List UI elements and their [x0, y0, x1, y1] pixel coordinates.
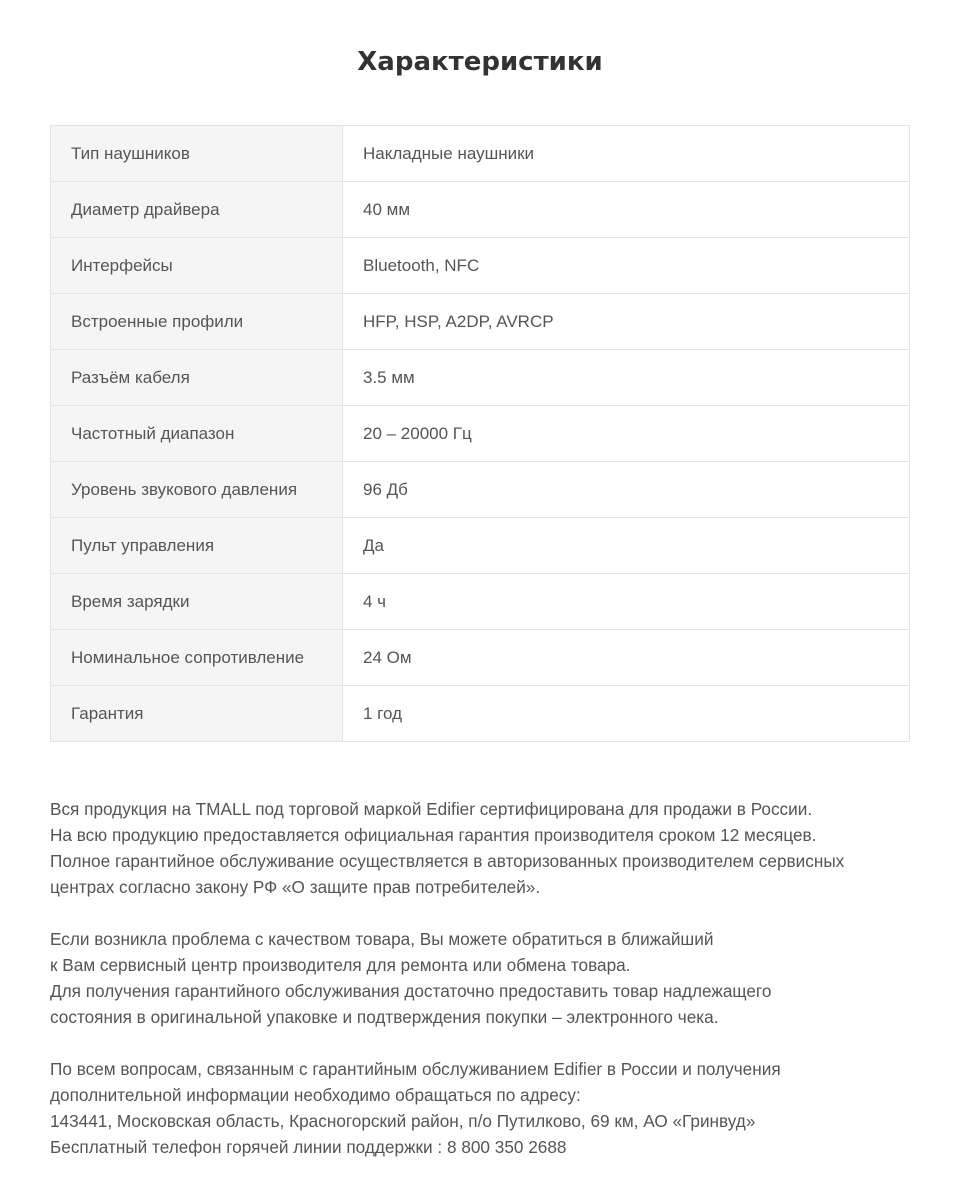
- spec-row: [51, 630, 910, 686]
- spec-label: Диаметр драйвера: [51, 182, 343, 238]
- spec-label: Интерфейсы: [51, 238, 343, 294]
- hotline-phone: Бесплатный телефон горячей линии поддержки : 8 800 350 2688: [50, 1137, 567, 1157]
- notes-line: Если возникла проблема с качеством товара, Вы можете обратиться в ближайший: [50, 929, 714, 949]
- spec-row: [51, 238, 910, 294]
- spec-value: 96 Дб: [343, 462, 910, 518]
- spec-label: Тип наушников: [51, 126, 343, 182]
- spec-value: Да: [343, 518, 910, 574]
- page-title: Характеристики: [357, 47, 603, 77]
- spec-label: Номинальное сопротивление: [51, 630, 343, 686]
- spec-value: HFP, HSP, A2DP, AVRCP: [343, 294, 910, 350]
- spec-value: 24 Ом: [343, 630, 910, 686]
- spec-label: Разъём кабеля: [51, 350, 343, 406]
- notes-line: к Вам сервисный центр производителя для ремонта или обмена товара.: [50, 955, 631, 975]
- spec-value: Накладные наушники: [343, 126, 910, 182]
- notes-line: Для получения гарантийного обслуживания достаточно предоставить товар надлежащего: [50, 981, 772, 1001]
- notes-line: Вся продукция на TMALL под торговой маркой Edifier сертифицирована для продажи в России.: [50, 799, 813, 819]
- notes-line: дополнительной информации необходимо обращаться по адресу:: [50, 1085, 581, 1105]
- spec-value: 40 мм: [343, 182, 910, 238]
- spec-row: [51, 462, 910, 518]
- spec-value: 4 ч: [343, 574, 910, 630]
- spec-label: Пульт управления: [51, 518, 343, 574]
- spec-label: Частотный диапазон: [51, 406, 343, 462]
- spec-value: 1 год: [343, 686, 910, 742]
- spec-label: Гарантия: [51, 686, 343, 742]
- notes-line: По всем вопросам, связанным с гарантийным обслуживанием Edifier в России и получения: [50, 1059, 781, 1079]
- address-line: 143441, Московская область, Красногорский район, п/о Путилково, 69 км, АО «Гринвуд»: [50, 1111, 756, 1131]
- spec-row: [51, 686, 910, 742]
- contact-paragraph: [50, 1056, 930, 1160]
- service-paragraph: [50, 926, 930, 1030]
- spec-row: [51, 574, 910, 630]
- spec-label: Время зарядки: [51, 574, 343, 630]
- warranty-notes: [50, 796, 930, 1160]
- notes-line: состояния в оригинальной упаковке и подтверждения покупки – электронного чека.: [50, 1007, 719, 1027]
- spec-value: Bluetooth, NFC: [343, 238, 910, 294]
- specifications-table: [50, 125, 910, 742]
- spec-value: 3.5 мм: [343, 350, 910, 406]
- notes-line: Полное гарантийное обслуживание осуществляется в авторизованных производителем сервисных: [50, 851, 845, 871]
- spec-label: Уровень звукового давления: [51, 462, 343, 518]
- spec-value: 20 – 20000 Гц: [343, 406, 910, 462]
- spec-row: [51, 406, 910, 462]
- spec-row: [51, 518, 910, 574]
- spec-row: [51, 350, 910, 406]
- spec-row: [51, 294, 910, 350]
- certification-paragraph: [50, 796, 930, 900]
- spec-label: Встроенные профили: [51, 294, 343, 350]
- spec-row: [51, 182, 910, 238]
- spec-row: [51, 126, 910, 182]
- notes-line: На всю продукцию предоставляется официальная гарантия производителя сроком 12 месяцев.: [50, 825, 817, 845]
- notes-line: центрах согласно закону РФ «О защите прав потребителей».: [50, 877, 541, 897]
